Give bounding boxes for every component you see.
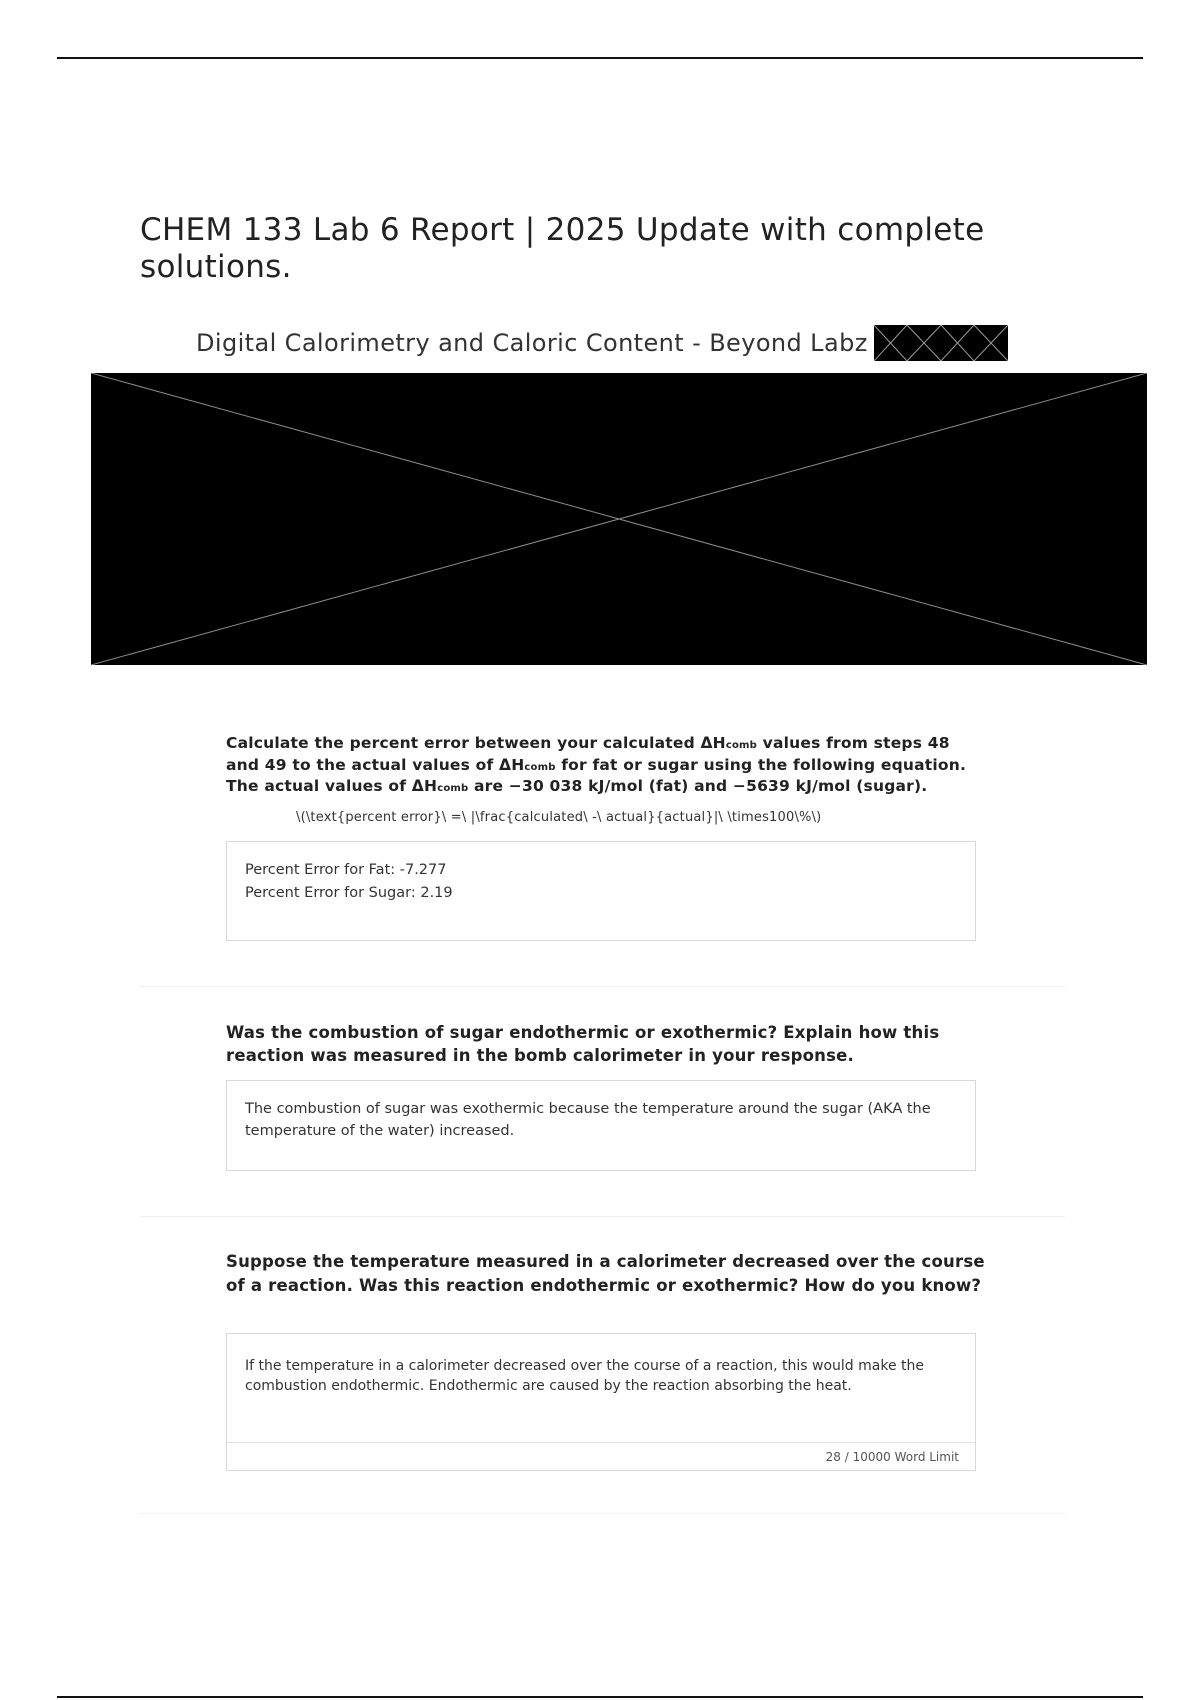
answer-text: The combustion of sugar was exothermic because the temperature around the sugar (AKA the temperature of the water) increased. xyxy=(245,1101,931,1139)
question-percent-error xyxy=(226,734,986,799)
subtitle-row xyxy=(196,325,1008,361)
question-text: for fat or sugar using the following equation. The actual values of ΔH xyxy=(226,755,967,795)
answer-text: If the temperature in a calorimeter decreased over the course of a reaction, this would make the combustion endothermic. Endothermic are caused by the reaction absorbing the heat. xyxy=(245,1358,924,1394)
bottom-rule xyxy=(57,1696,1143,1698)
percent-error-formula: \(\text{percent error}\ =\ |\frac{calculated\ -\ actual}{actual}|\ \times100\%\) xyxy=(296,810,822,825)
subscript: comb xyxy=(524,761,556,773)
section-divider xyxy=(140,1513,1065,1514)
answer-sugar: Percent Error for Sugar: 2.19 xyxy=(245,885,453,901)
question-text: Calculate the percent error between your calculated ΔH xyxy=(226,734,726,752)
answer-box-percent-error[interactable] xyxy=(226,841,976,941)
word-limit-counter: 28 / 10000 Word Limit xyxy=(227,1442,975,1470)
image-placeholder xyxy=(91,373,1147,665)
document-title: CHEM 133 Lab 6 Report | 2025 Update with complete solutions. xyxy=(140,212,985,285)
subscript: comb xyxy=(437,783,469,794)
answer-box-temperature-decrease[interactable] xyxy=(226,1333,976,1471)
subscript: comb xyxy=(725,740,758,751)
answer-box-sugar-combustion[interactable] xyxy=(226,1080,976,1171)
question-text: values from steps 48 and 49 to the actual values of ΔH xyxy=(226,734,950,774)
section-divider xyxy=(140,1216,1065,1217)
question-temperature-decrease: Suppose the temperature measured in a calorimeter decreased over the course of a reaction. Was this reaction endothermic or exothermic? How do you know? xyxy=(226,1252,985,1295)
document-subtitle: Digital Calorimetry and Caloric Content - Beyond Labz xyxy=(196,329,868,357)
redacted-block-icon xyxy=(874,325,1008,361)
top-rule xyxy=(57,57,1143,59)
section-divider xyxy=(140,986,1065,987)
question-text: are −30 038 kJ/mol (fat) and −5639 kJ/mol (sugar). xyxy=(468,777,928,795)
answer-fat: Percent Error for Fat: -7.277 xyxy=(245,862,447,878)
question-sugar-combustion: Was the combustion of sugar endothermic or exothermic? Explain how this reaction was measured in the bomb calorimeter in your response. xyxy=(226,1023,940,1065)
